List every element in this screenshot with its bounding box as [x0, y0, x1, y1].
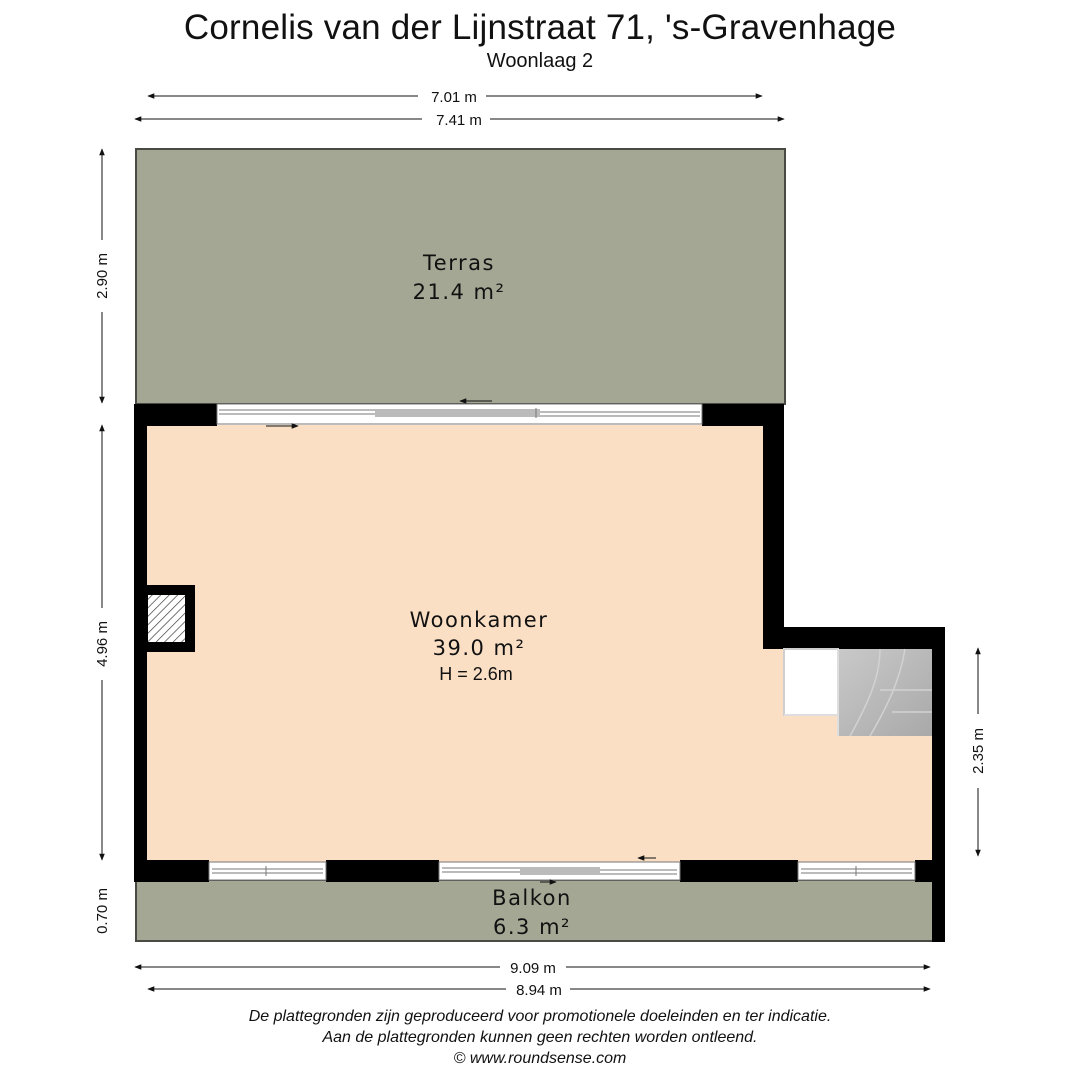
dim-bottom-outer-label: 9.09 m: [510, 960, 556, 977]
disclaimer-line-2: Aan de plattegronden kunnen geen rechten worden ontleend.: [322, 1029, 758, 1046]
woonkamer-height-label: H = 2.6m: [439, 664, 513, 684]
dim-left-woonkamer: [94, 425, 111, 860]
terras-area: [136, 149, 785, 404]
dim-top-inner: [148, 89, 762, 106]
dim-right-stair-label: 2.35 m: [970, 728, 987, 774]
dim-bottom-inner: [148, 982, 930, 999]
dim-left-balkon-label: 0.70 m: [94, 888, 111, 934]
dim-left-terras-label: 2.90 m: [94, 253, 111, 299]
dim-right-stair: [970, 648, 987, 856]
dim-top-inner-label: 7.01 m: [431, 89, 477, 106]
balkon-label: Balkon: [492, 886, 572, 910]
dim-bottom-outer: [135, 960, 930, 977]
balkon-windows: [209, 862, 915, 880]
balkon-area-label: 6.3 m²: [493, 915, 571, 939]
copyright-link[interactable]: © www.roundsense.com: [453, 1050, 627, 1067]
dim-left-woonkamer-label: 4.96 m: [94, 621, 111, 667]
disclaimer-line-1: De plattegronden zijn geproduceerd voor promotionele doeleinden en ter indicatie.: [248, 1008, 832, 1025]
woonkamer-label: Woonkamer: [409, 608, 549, 632]
floor-subtitle: Woonlaag 2: [486, 50, 594, 72]
shaft-hatch: [148, 595, 185, 642]
dim-top-outer: [135, 112, 784, 129]
woonkamer-area-label: 39.0 m²: [432, 636, 526, 660]
dim-bottom-inner-label: 8.94 m: [516, 982, 562, 999]
dim-left-terras: [94, 149, 111, 403]
terras-label: Terras: [423, 251, 495, 275]
terras-sliding-door: [217, 404, 702, 424]
terras-area-label: 21.4 m²: [412, 280, 506, 304]
dim-top-outer-label: 7.41 m: [436, 112, 482, 129]
plan-title: Cornelis van der Lijnstraat 71, 's-Gravenhage: [183, 8, 897, 47]
